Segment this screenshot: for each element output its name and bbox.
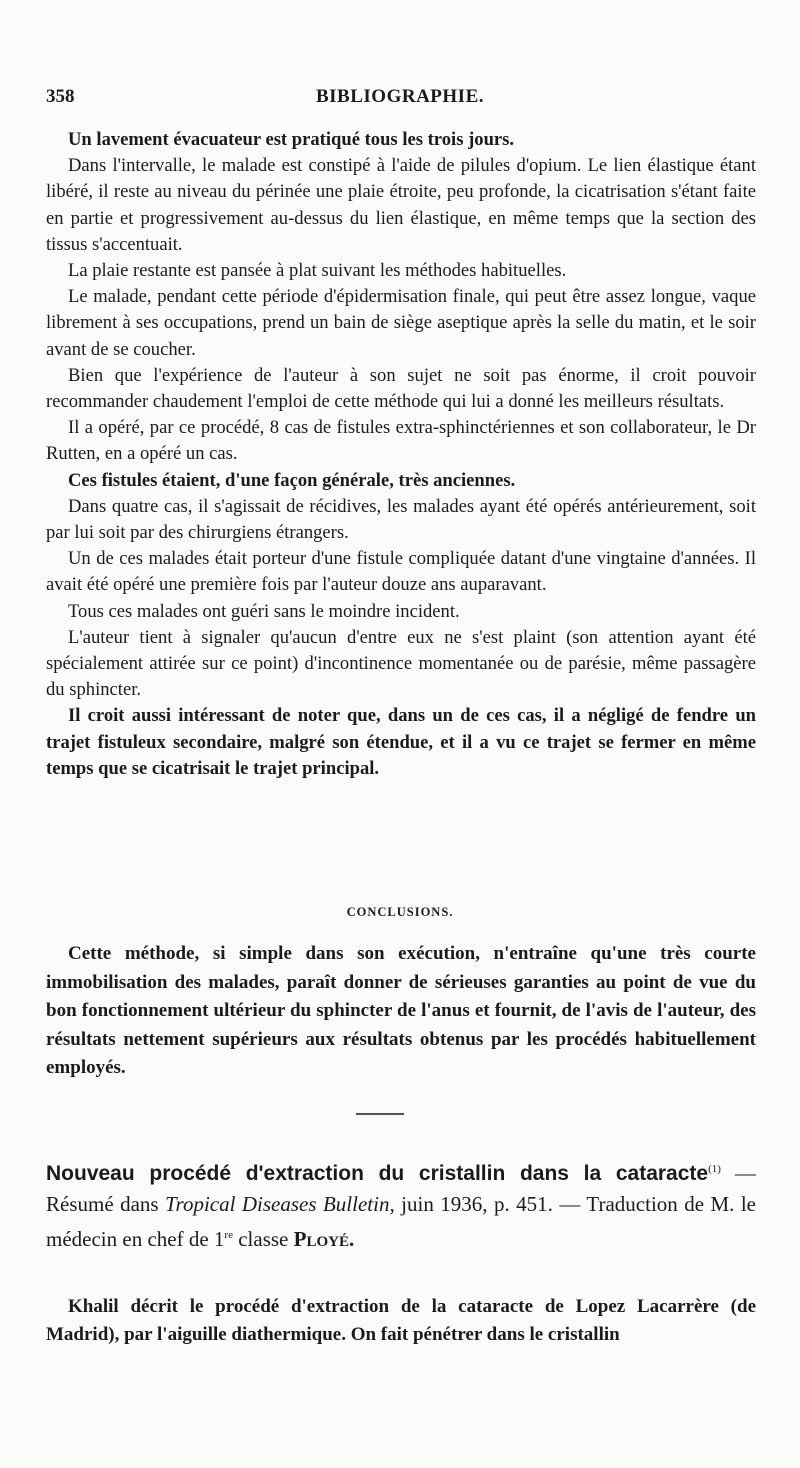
entry-author: Ployé.: [293, 1227, 355, 1251]
paragraph: Il a opéré, par ce procédé, 8 cas de fistules extra-sphinctériennes et son collaborateur, le Dr Rutten, en a opéré un cas.: [46, 417, 756, 465]
paragraph: Ces fistules étaient, d'une façon générale, très anciennes.: [68, 469, 516, 491]
paragraph: Un de ces malades était porteur d'une fistule compliquée datant d'une vingtaine d'années. Il avait été opéré une première fois par l'auteur douze ans auparavant.: [46, 548, 756, 596]
entry-text: [46, 1154, 756, 1255]
conclusion-block: [46, 940, 756, 1083]
bibliography-entry: [46, 1154, 756, 1255]
conclusion-paragraph: Cette méthode, si simple dans son exécution, n'entraîne qu'une très courte immobilisation des malades, paraît donner de sérieuses garanties au point de vue du bon fonctionnement ultérieur du sphincter de l'anus et fournit, de l'avis de l'auteur, des résultats nettement supérieurs aux résultats obtenus par les procédés habituellement employés.: [46, 943, 756, 1078]
body-text: [46, 127, 756, 782]
entry-date: juin 1936, p. 451. — Traduction de M. le médecin en chef de 1: [46, 1192, 756, 1251]
page-number: 358: [46, 86, 75, 107]
separator-rule: [356, 1113, 404, 1115]
running-title: BIBLIOGRAPHIE.: [315, 86, 484, 107]
paragraph: Le malade, pendant cette période d'épidermisation finale, qui peut être assez longue, vaque librement à ses occupations, prend un bain de siège aseptique après la selle du matin, et le soir avant de se coucher.: [46, 286, 756, 360]
ordinal-suffix: re: [224, 1229, 233, 1241]
entry-class: classe: [232, 1227, 294, 1251]
paragraph: Un lavement évacuateur est pratiqué tous les trois jours.: [68, 129, 515, 150]
entry-summary-prefix: — Résumé dans: [46, 1161, 756, 1216]
footnote-mark: (1): [708, 1163, 721, 1175]
paragraph: Dans l'intervalle, le malade est constipé à l'aide de pilules d'opium. Le lien élastique étant libéré, il reste au niveau du périnée une plaie étroite, peu profonde, la cicatrisation s'étant faite en partie et progressivement au-dessus du lien élastique, en même temps que la section des tissus s'accentuait.: [46, 155, 756, 255]
paragraph: Tous ces malades ont guéri sans le moindre incident.: [68, 600, 460, 622]
entry-title: Nouveau procédé d'extraction du cristallin dans la cataracte: [46, 1162, 709, 1185]
paragraph: L'auteur tient à signaler qu'aucun d'entre eux ne s'est plaint (son attention ayant été spécialement attirée sur ce point) d'incontinence momentanée ou de parésie, même passagère du sphincter.: [46, 626, 756, 701]
paragraph: Bien que l'expérience de l'auteur à son sujet ne soit pas énorme, il croit pouvoir recommander chaudement l'emploi de cette méthode qui lui a donné les meilleurs résultats.: [46, 364, 756, 413]
journal-name: Tropical Diseases Bulletin,: [165, 1192, 395, 1216]
section-heading: CONCLUSIONS.: [346, 905, 454, 919]
paragraph: La plaie restante est pansée à plat suivant les méthodes habituelles.: [68, 260, 567, 282]
paragraph: Il croit aussi intéressant de noter que, dans un de ces cas, il a négligé de fendre un trajet fistuleux secondaire, malgré son étendue, et il a vu ce trajet se fermer en même temps que se cicatrisait le trajet principal.: [46, 705, 756, 779]
tail-paragraph: Khalil décrit le procédé d'extraction de la cataracte de Lopez Lacarrère (de Madrid), par l'aiguille diathermique. On fait pénétrer dans le cristallin: [46, 1296, 756, 1345]
page-header: [46, 86, 754, 112]
paragraph: Dans quatre cas, il s'agissait de récidives, les malades ayant été opérés antérieurement, soit par lui soit par des chirurgiens étrangers.: [46, 495, 756, 544]
tail-block: [46, 1293, 756, 1349]
